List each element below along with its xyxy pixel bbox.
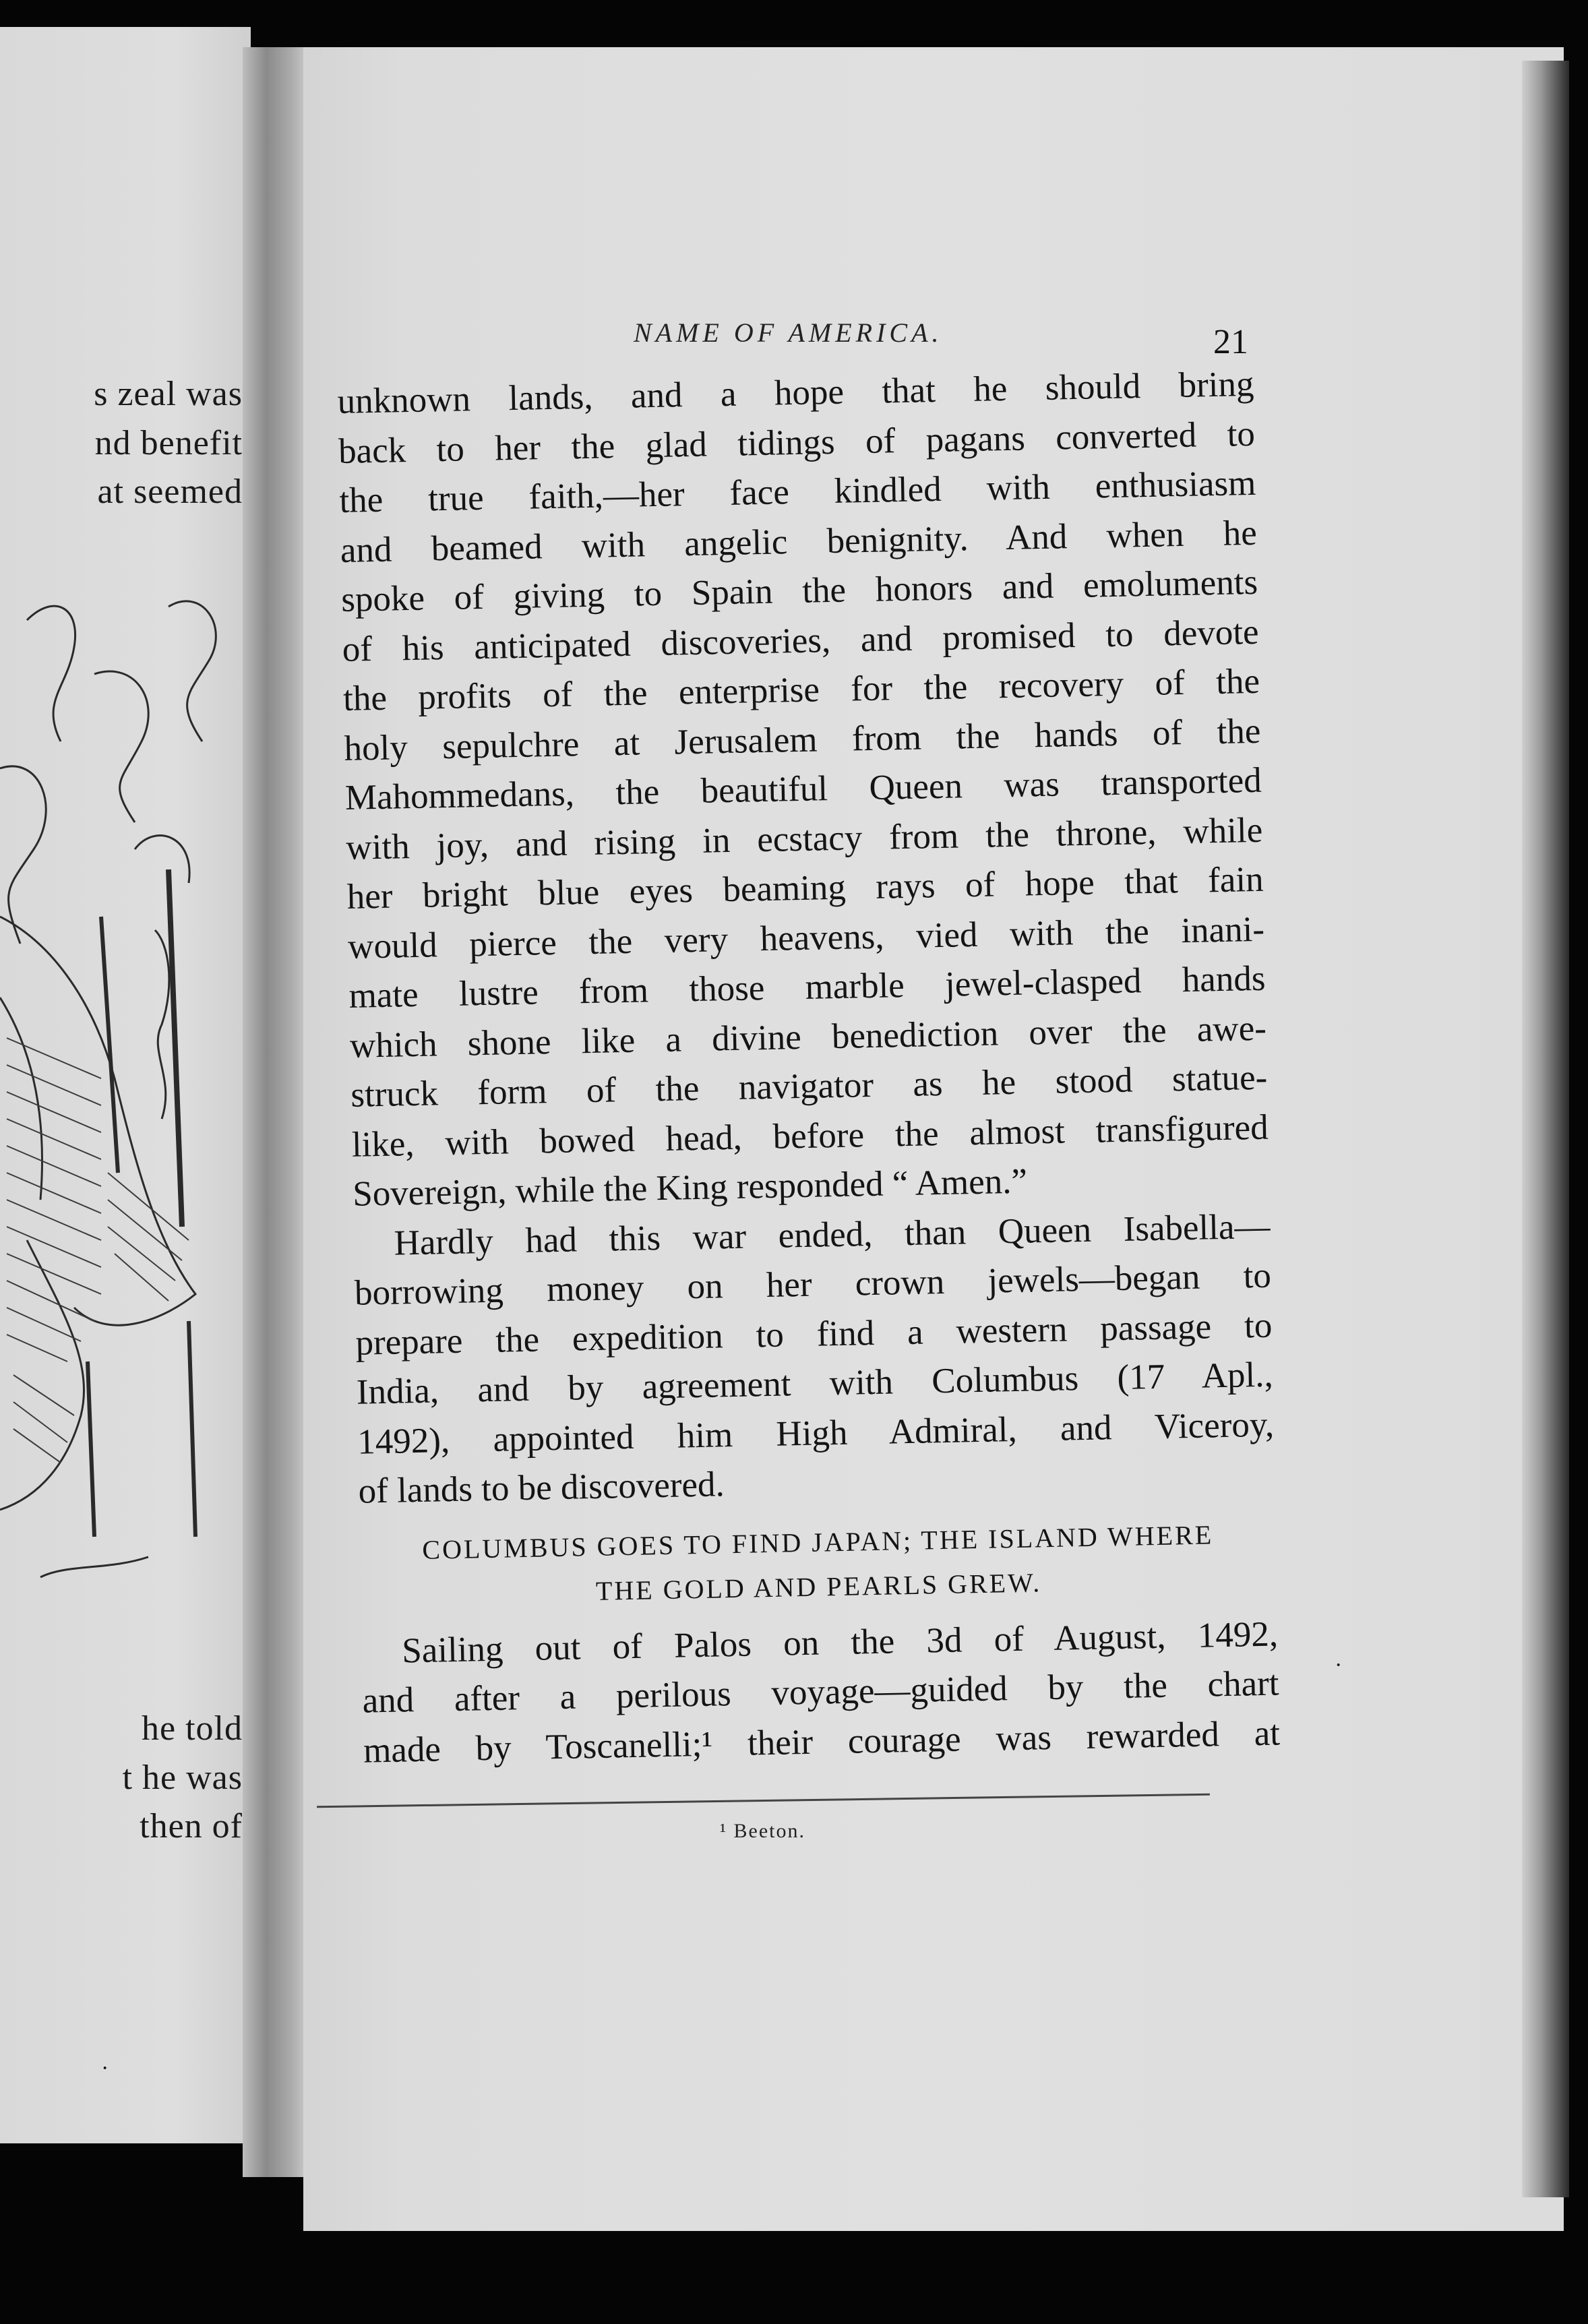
left-page-fragment: at seemed — [97, 472, 243, 511]
section-heading-line: COLUMBUS GOES TO FIND JAPAN; THE ISLAND WHERE — [421, 1519, 1214, 1565]
text-line: India, and by agreement with Columbus (17 Apl., — [356, 1355, 1274, 1412]
text-line: struck form of the navigator as he stood statue- — [350, 1058, 1268, 1115]
section-heading-line: THE GOLD AND PEARLS GREW. — [595, 1566, 1042, 1606]
text-line: prepare the expedition to find a western passage to — [355, 1306, 1273, 1363]
section-heading — [359, 1511, 1277, 1618]
text-line: Sovereign, while the King responded “ Amen.” — [352, 1161, 1028, 1214]
left-page-fragment: nd benefit — [94, 424, 243, 462]
text-line: would pierce the very heavens, vied with the inani- — [347, 909, 1265, 967]
text-line: mate lustre from those marble jewel-clasped hands — [348, 958, 1266, 1016]
text-line: Sailing out of Palos on the 3d of August, 1492, — [401, 1614, 1279, 1670]
text-line: of lands to be discovered. — [358, 1465, 725, 1511]
page-number: 21 — [1213, 323, 1248, 361]
text-line: of his anticipated discoveries, and promised to devote — [342, 612, 1260, 669]
text-line: and beamed with angelic benignity. And when he — [340, 513, 1258, 570]
text-line: Mahommedans, the beautiful Queen was transported — [344, 760, 1262, 818]
left-page — [0, 27, 251, 2143]
paragraph — [337, 360, 1270, 1219]
text-line: spoke of giving to Spain the honors and emoluments — [340, 562, 1258, 619]
text-line: her bright blue eyes beaming rays of hope that fain — [346, 859, 1264, 917]
left-page-fragment: he told — [142, 1709, 243, 1748]
text-line: unknown lands, and a hope that he should bring — [337, 364, 1254, 421]
running-head: NAME OF AMERICA. — [634, 317, 943, 348]
text-line: borrowing money on her crown jewels—began to — [354, 1256, 1272, 1313]
left-page-fragment: t he was — [122, 1759, 243, 1797]
book-gutter — [243, 47, 310, 2177]
text-line: Hardly had this war ended, than Queen Isabella— — [394, 1206, 1271, 1263]
text-line: the profits of the enterprise for the recovery of the — [342, 661, 1260, 718]
text-line: made by Toscanelli;¹ their courage was rewarded at — [363, 1713, 1281, 1771]
text-line: and after a perilous voyage—guided by the chart — [362, 1663, 1280, 1721]
paragraph — [353, 1202, 1275, 1517]
text-line: like, with bowed head, before the almost transfigured — [351, 1107, 1269, 1165]
footnote: ¹ Beeton. — [720, 1820, 805, 1842]
speck-mark: · — [1335, 1653, 1343, 1678]
text-line: 1492), appointed him High Admiral, and Viceroy, — [357, 1405, 1275, 1462]
left-page-fragment: s zeal was — [94, 375, 243, 413]
speck-mark: · — [101, 2056, 109, 2081]
text-line: the true faith,—her face kindled with enthusiasm — [338, 463, 1256, 520]
body-text — [337, 360, 1281, 1776]
engraving-illustration — [0, 566, 251, 1618]
page-edge-shadow — [1522, 61, 1569, 2197]
text-line: which shone like a divine benediction over the awe- — [349, 1008, 1267, 1066]
text-line: back to her the glad tidings of pagans converted to — [338, 414, 1256, 471]
left-page-fragment: then of — [140, 1807, 243, 1845]
text-line: with joy, and rising in ecstacy from the throne, while — [345, 810, 1263, 867]
paragraph — [361, 1610, 1281, 1776]
text-line: holy sepulchre at Jerusalem from the hands of the — [344, 711, 1261, 768]
